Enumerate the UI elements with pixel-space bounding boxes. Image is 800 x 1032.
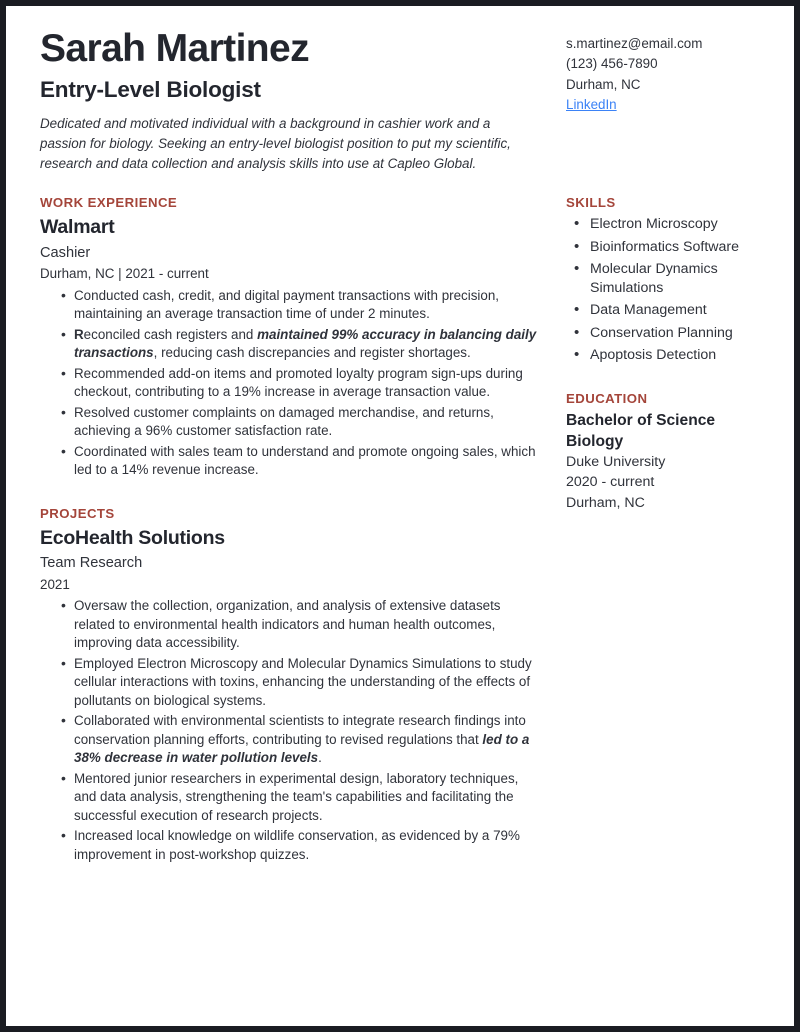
entry-bullet [61, 597, 540, 653]
candidate-name: Sarah Martinez [40, 27, 310, 70]
entry-bullet [61, 443, 540, 480]
contact-location: Durham, NC [566, 76, 641, 92]
entry-organization: Walmart [40, 216, 115, 239]
bullet-text-run: Recommended add-on items and promoted loyalty program sign-ups during checkout, contributing to a 19% increase in average transaction value. [74, 365, 523, 400]
education-degree: Bachelor of Science Biology [566, 411, 716, 450]
entry-bullet-list [40, 287, 540, 480]
entry-meta: Durham, NC | 2021 - current [40, 266, 209, 282]
resume-content [40, 28, 780, 1016]
education-dates: 2020 - current [566, 474, 655, 491]
skill-item: • Apoptosis Detection [574, 346, 780, 365]
section-title-skills: SKILLS [566, 195, 616, 211]
bullet-text-run: Collaborated with environmental scientists to integrate research findings into conservation planning efforts, contributing to revised regulations that [74, 713, 526, 747]
work-experience-entries [40, 215, 540, 480]
contact-email: s.martinez@email.com [566, 36, 703, 51]
entry-bullet [61, 404, 540, 441]
bullet-text-run: Mentored junior researchers in experimental design, laboratory techniques, and data analysis, strengthening the team's capabilities and facilitating the successful execution of research projects. [74, 770, 519, 823]
bullet-text-run: Employed Electron Microscopy and Molecular Dynamics Simulations to study cellular interactions with toxins, enhancing the understanding of the effects of pollutants on biological systems. [74, 655, 532, 708]
entry-bullet [61, 712, 540, 768]
skills-list [566, 215, 780, 365]
side-column [540, 195, 780, 866]
bullet-text-run: Coordinated with sales team to understand and promote ongoing sales, which led to a 14% revenue increase. [74, 443, 536, 478]
resume-header [40, 28, 780, 173]
entry-bullet [61, 655, 540, 711]
entry-bullet [61, 365, 540, 402]
resume-columns [40, 195, 780, 866]
skill-item: • Electron Microscopy [574, 215, 780, 234]
entry-bullet [61, 326, 540, 363]
main-column [40, 195, 540, 866]
education-entry [566, 411, 780, 513]
entry-organization: EcoHealth Solutions [40, 526, 225, 549]
section-title-education: EDUCATION [566, 390, 648, 406]
candidate-job-title: Entry-Level Biologist [40, 77, 261, 103]
entry-role: Team Research [40, 555, 143, 572]
bullet-text-run: Resolved customer complaints on damaged merchandise, and returns, achieving a 96% customer satisfaction rate. [74, 404, 494, 439]
education-institution: Duke University [566, 454, 666, 471]
section-work-experience [40, 195, 540, 480]
bullet-text-run: . [318, 750, 322, 766]
bullet-text-run: Increased local knowledge on wildlife conservation, as evidenced by a 79% improvement in post-workshop quizzes. [74, 828, 520, 862]
education-location: Durham, NC [566, 494, 645, 511]
education-entries [566, 411, 780, 513]
skill-item: • Data Management [574, 301, 780, 320]
skill-item: • Molecular Dynamics Simulations [574, 260, 780, 298]
entry-bullet [61, 770, 540, 826]
resume-entry [40, 215, 540, 480]
linkedin-link[interactable]: LinkedIn [566, 97, 617, 113]
entry-bullet [61, 287, 540, 324]
header-identity [40, 28, 540, 173]
professional-summary: Dedicated and motivated individual with a background in cashier work and a passion for biology. Seeking an entry-level biologist position to put my scientific, research and data collection and analysis skills into use at Capleo Global. [40, 116, 511, 171]
resume-entry [40, 526, 540, 865]
entry-meta: 2021 [40, 576, 70, 592]
entry-role: Cashier [40, 244, 91, 261]
section-title-projects: PROJECTS [40, 505, 115, 521]
resume-page [6, 6, 794, 1026]
bullet-text-run: , reducing cash discrepancies and register shortages. [153, 345, 471, 361]
bullet-text-run: maintained 99% accuracy in balancing daily transactions [74, 326, 537, 361]
entry-bullet-list [40, 597, 540, 864]
contact-phone: (123) 456-7890 [566, 56, 658, 72]
bullet-text-run: led to a 38% decrease in water pollution levels [74, 731, 530, 766]
contact-block [540, 28, 780, 116]
bullet-text-run: Conducted cash, credit, and digital payment transactions with precision, maintaining an average transaction time of under 2 minutes. [74, 287, 500, 322]
section-education [566, 391, 780, 513]
section-projects [40, 506, 540, 865]
bullet-text-run: R [74, 326, 84, 342]
entry-bullet [61, 827, 540, 864]
skill-item: • Bioinformatics Software [574, 238, 780, 257]
bullet-text-run: econciled cash registers and [83, 326, 258, 342]
project-entries [40, 526, 540, 865]
section-skills [566, 195, 780, 365]
skill-item: • Conservation Planning [574, 324, 780, 343]
section-title-work-experience: WORK EXPERIENCE [40, 195, 178, 211]
bullet-text-run: Oversaw the collection, organization, and analysis of extensive datasets related to environmental health indicators and human health outcomes, improving data accessibility. [74, 598, 501, 651]
